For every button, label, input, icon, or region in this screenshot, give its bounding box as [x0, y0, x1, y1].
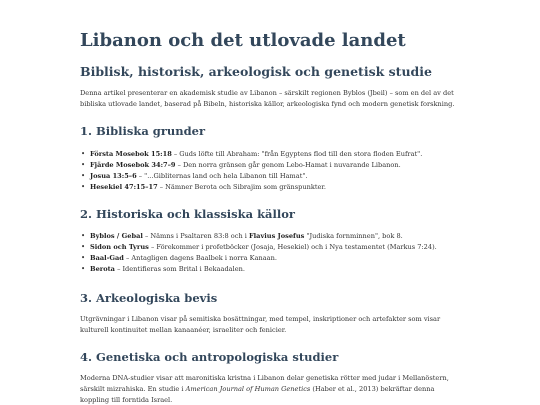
- list-item-text: "Judiska fornminnen", bok 8.: [304, 232, 403, 240]
- list-item-text: – Nämns i Psaltaren 83:8 och i: [142, 232, 249, 240]
- list-item: [80, 171, 462, 182]
- genetics-paragraph: [80, 373, 462, 405]
- reference: Hesekiel 47:15–17: [90, 183, 158, 191]
- page-subtitle: Biblisk, historisk, arkeologisk och genetisk studie: [80, 64, 432, 79]
- list-item-text: – Guds löfte till Abraham: "från Egyptens flod till den stora floden Eufrat".: [171, 150, 423, 158]
- section-heading-archaeology: 3. Arkeologiska bevis: [80, 291, 218, 305]
- page-title: Libanon och det utlovade landet: [80, 30, 406, 51]
- reference: Flavius Josefus: [249, 232, 305, 240]
- list-item-text: – Nämner Berota och Sibrajim som gränspunkter.: [157, 183, 326, 191]
- list-item: [80, 182, 462, 193]
- section-heading-historical: 2. Historiska och klassiska källor: [80, 207, 295, 221]
- list-item: [80, 242, 462, 253]
- list-item-text: – Identifieras som Brital i Bekaadalen.: [114, 265, 245, 273]
- reference: Första Mosebok 15:18: [90, 150, 172, 158]
- list-item: [80, 231, 462, 242]
- section-heading-biblical: 1. Bibliska grunder: [80, 124, 206, 138]
- list-item: [80, 160, 462, 171]
- reference: Sidon och Tyrus: [90, 243, 149, 251]
- reference: Fjärde Mosebok 34:7–9: [90, 161, 176, 169]
- intro-paragraph: Denna artikel presenterar en akademisk studie av Libanon – särskilt regionen Byblos (Jbeil) – som en del av det bibliska utlovade landet, baserad på Bibeln, historiska källor, arkeologiska fynd och modern genetisk forskning.: [80, 89, 455, 108]
- reference: Baal-Gad: [90, 254, 124, 262]
- list-item: [80, 253, 462, 264]
- reference: Berota: [90, 265, 115, 273]
- journal-title: American Journal of Human Genetics: [185, 385, 311, 393]
- list-item: [80, 149, 462, 160]
- list-item-text: – Den norra gränsen går genom Lebo-Hamat i nuvarande Libanon.: [175, 161, 401, 169]
- biblical-list: [80, 149, 462, 193]
- list-item-text: – "...Gibliternas land och hela Libanon till Hamat".: [136, 172, 308, 180]
- archaeology-paragraph: Utgrävningar i Libanon visar på semitiska bosättningar, med tempel, inskriptioner och artefakter som visar kulturell kontinuitet mellan kanaanéer, israeliter och fenicier.: [80, 315, 441, 334]
- reference: Josua 13:5–6: [90, 172, 137, 180]
- list-item-text: – Antagligen dagens Baalbek i norra Kanaan.: [123, 254, 277, 262]
- section-heading-genetics: 4. Genetiska och antropologiska studier: [80, 350, 339, 364]
- genetics-text: (Haber et al., 2013) bekräftar denna koppling till forntida Israel.: [80, 385, 435, 404]
- list-item-text: – Förekommer i profetböcker (Josaja, Hesekiel) och i Nya testamentet (Markus 7:24).: [148, 243, 437, 251]
- historical-list: [80, 231, 462, 275]
- genetics-text: Moderna DNA-studier visar att maronitiska kristna i Libanon delar genetiska rötter med judar i Mellanöstern, särskilt mizrahiska. En studie i: [80, 374, 449, 393]
- reference: Byblos / Gebal: [90, 232, 143, 240]
- list-item: [80, 264, 462, 275]
